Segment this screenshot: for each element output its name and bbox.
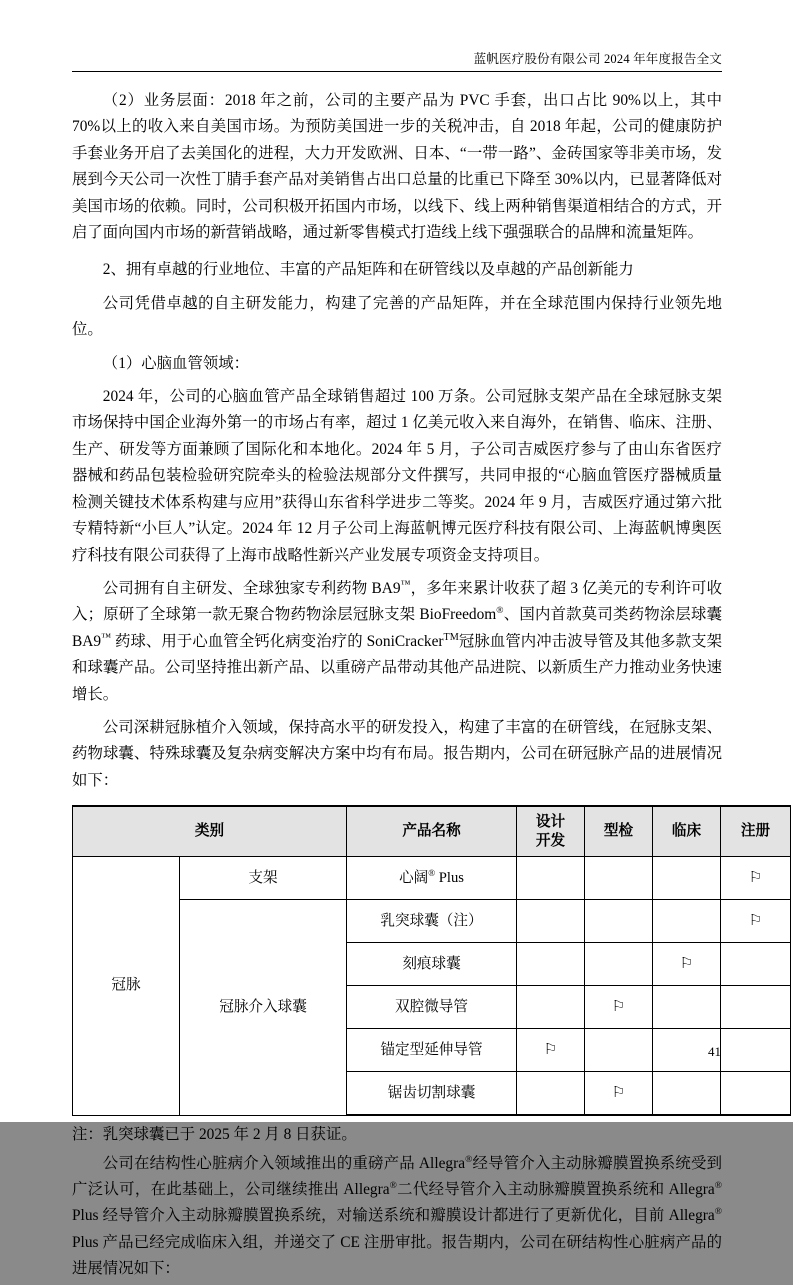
product-name-a: 心阔 xyxy=(399,869,429,886)
table-row xyxy=(73,900,791,943)
paragraph-structural-heart xyxy=(72,1151,722,1283)
cell-registration xyxy=(721,943,791,986)
cell-product-name: 刻痕球囊 xyxy=(347,943,517,986)
registered-symbol: ® xyxy=(496,605,504,617)
table-note: 注：乳突球囊已于 2025 年 2 月 8 日获证。 xyxy=(72,1126,357,1144)
ba9-text-d: 药球、用于心血管全钙化病变治疗的 SoniCracker xyxy=(111,632,444,650)
spacer xyxy=(72,248,722,257)
header-design-development xyxy=(517,806,585,857)
header-registration: 注册 xyxy=(721,806,791,857)
page-number: 41 xyxy=(708,1044,721,1059)
trademark-symbol: TM xyxy=(443,631,459,643)
header-design-line1: 设计 xyxy=(535,813,566,830)
flag-icon: ⚐ xyxy=(611,1084,626,1101)
registered-symbol: ® xyxy=(389,1179,397,1191)
registered-symbol: ® xyxy=(465,1153,473,1165)
flag-icon: ⚐ xyxy=(679,955,694,972)
allegra-text-d: Plus 经导管介入主动脉瓣膜置换系统，对输送系统和瓣膜设计都进行了更新优化，目前 Allegra xyxy=(72,1207,715,1225)
flag-icon: ⚐ xyxy=(543,1041,558,1058)
flag-icon: ⚐ xyxy=(748,869,763,886)
allegra-text-c: 二代经导管介入主动脉瓣膜置换系统和 Allegra xyxy=(396,1180,715,1198)
paragraph-ba9-patents xyxy=(72,576,722,708)
cell-product-name: 乳突球囊（注） xyxy=(347,900,517,943)
cell-type-test xyxy=(585,943,653,986)
paragraph-rnd-capability: 公司凭借卓越的自主研发能力，构建了完善的产品矩阵，并在全球范围内保持行业领先地位。 xyxy=(72,294,722,339)
trademark-symbol: ™ xyxy=(400,578,411,590)
header-rule xyxy=(72,71,722,72)
cell-registration xyxy=(721,1072,791,1116)
cell-design-development xyxy=(517,1029,585,1072)
product-name-b: Plus xyxy=(435,869,464,886)
flag-icon: ⚐ xyxy=(748,912,763,929)
cell-registration xyxy=(721,986,791,1029)
page-content xyxy=(72,52,771,1285)
paragraph-business-level: （2）业务层面：2018 年之前，公司的主要产品为 PVC 手套，出口占比 90%以上，其中 70%以上的收入来自美国市场。为预防美国进一步的关税冲击，自 2018 年起，公司的健康防护手套业务开启了去美国化的进程，大力开发欧洲、日本、“一带一路”、金砖国家等非美市场，发展到今天公司一次性丁腈手套产品对美销售占出口总量的比重已下降至 30%以内，已显著降低对美国市场的依赖。同时，公司积极开拓国内市场，以线下、线上两种销售渠道相结合的方式，开启了面向国内市场的新营销战略，通过新零售模式打造线上线下强强联合的品牌和流量矩阵。 xyxy=(72,92,722,242)
header-category: 类别 xyxy=(73,806,347,857)
table-header-row xyxy=(73,806,791,857)
cell-clinical xyxy=(653,900,721,943)
cell-type-test xyxy=(585,1072,653,1116)
ba9-text-a: 公司拥有自主研发、全球独家专利药物 BA9 xyxy=(102,579,401,597)
cell-design-development xyxy=(517,857,585,900)
cell-clinical xyxy=(653,857,721,900)
flag-icon: ⚐ xyxy=(611,998,626,1015)
table-body xyxy=(73,857,791,1116)
cell-registration xyxy=(721,857,791,900)
header-design-line2: 开发 xyxy=(535,832,566,849)
registered-symbol: ® xyxy=(714,1206,722,1218)
registered-symbol: ® xyxy=(428,867,436,878)
allegra-text-a: 公司在结构性心脏病介入领域推出的重磅产品 Allegra xyxy=(102,1154,466,1172)
ba9-text-b: ，多年来累计收获了超 3 亿美元的专利许可收入；原研了全球第一款无聚合物药物涂层冠脉支架 BioFreedom xyxy=(72,579,722,624)
paragraph-cardio-overview: 2024 年，公司的心脑血管产品全球销售超过 100 万条。公司冠脉支架产品在全球冠脉支架市场保持中国企业海外第一的市场占有率，超过 1 亿美元收入来自海外，在销售、临床、注册、生产、研发等方面兼顾了国际化和本地化。2024 年 5 月，子公司吉威医疗参与了由山东省医疗器械和药品包装检验研究院牵头的检验法规部分文件撰写，共同申报的“心脑血管医疗器械质量检测关键技术体系构建与应用”获得山东省科学进步二等奖。2024 年 9 月，吉威医疗通过第六批专精特新“小巨人”认定。2024 年 12 月子公司上海蓝帆博元医疗科技有限公司、上海蓝帆博奥医疗科技有限公司获得了上海市战略性新兴产业发展专项资金支持项目。 xyxy=(72,388,722,564)
cell-product-name: 锚定型延伸导管 xyxy=(347,1029,517,1072)
cell-clinical xyxy=(653,943,721,986)
cell-type-test xyxy=(585,1029,653,1072)
cell-type-test xyxy=(585,986,653,1029)
header-product-name: 产品名称 xyxy=(347,806,517,857)
cell-registration xyxy=(721,900,791,943)
cell-product-name: 锯齿切割球囊 xyxy=(347,1072,517,1116)
header-type-test: 型检 xyxy=(585,806,653,857)
ba9-text-e: 冠脉血管内冲击波导管及其他多款支架和球囊产品。公司坚持推出新产品、以重磅产品带动其他产品进院、以新质生产力推动业务快速增长。 xyxy=(72,632,722,703)
cell-subcategory-balloon: 冠脉介入球囊 xyxy=(180,900,347,1116)
cell-registration xyxy=(721,1029,791,1072)
cell-design-development xyxy=(517,1072,585,1116)
allegra-text-b: 经导管介入主动脉瓣膜置换系统受到广泛认可，在此基础上，公司继续推出 Allegra xyxy=(72,1154,722,1198)
cell-product-name xyxy=(347,857,517,900)
cell-design-development xyxy=(517,986,585,1029)
registered-symbol: ® xyxy=(714,1179,723,1191)
trademark-symbol: ™ xyxy=(101,631,112,643)
header-clinical: 临床 xyxy=(653,806,721,857)
cell-design-development xyxy=(517,943,585,986)
cell-clinical xyxy=(653,986,721,1029)
table-row xyxy=(73,857,791,900)
cell-type-test xyxy=(585,857,653,900)
allegra-text-e: Plus 产品已经完成临床入组，并递交了 CE 注册审批。报告期内，公司在研结构性心脏病产品的进展情况如下： xyxy=(72,1233,722,1278)
cell-subcategory-stent: 支架 xyxy=(180,857,347,900)
cell-type-test xyxy=(585,900,653,943)
cell-design-development xyxy=(517,900,585,943)
paragraph-coronary-pipeline-intro: 公司深耕冠脉植介入领域，保持高水平的研发投入，构建了丰富的在研管线，在冠脉支架、药物球囊、特殊球囊及复杂病变解决方案中均有布局。报告期内，公司在研冠脉产品的进展情况如下： xyxy=(72,718,722,789)
coronary-pipeline-table xyxy=(72,805,791,1116)
running-header: 蓝帆医疗股份有限公司 2024 年年度报告全文 xyxy=(473,52,722,66)
paragraph-heading-2: 2、拥有卓越的行业地位、丰富的产品矩阵和在研管线以及卓越的产品创新能力 xyxy=(102,261,634,279)
paragraph-cardio-heading: （1）心脑血管领域： xyxy=(102,354,250,372)
cell-category-group: 冠脉 xyxy=(73,857,180,1116)
cell-product-name: 双腔微导管 xyxy=(347,986,517,1029)
ba9-text-c: 、国内首款莫司类药物涂层球囊 BA9 xyxy=(72,606,722,650)
cell-clinical xyxy=(653,1072,721,1116)
